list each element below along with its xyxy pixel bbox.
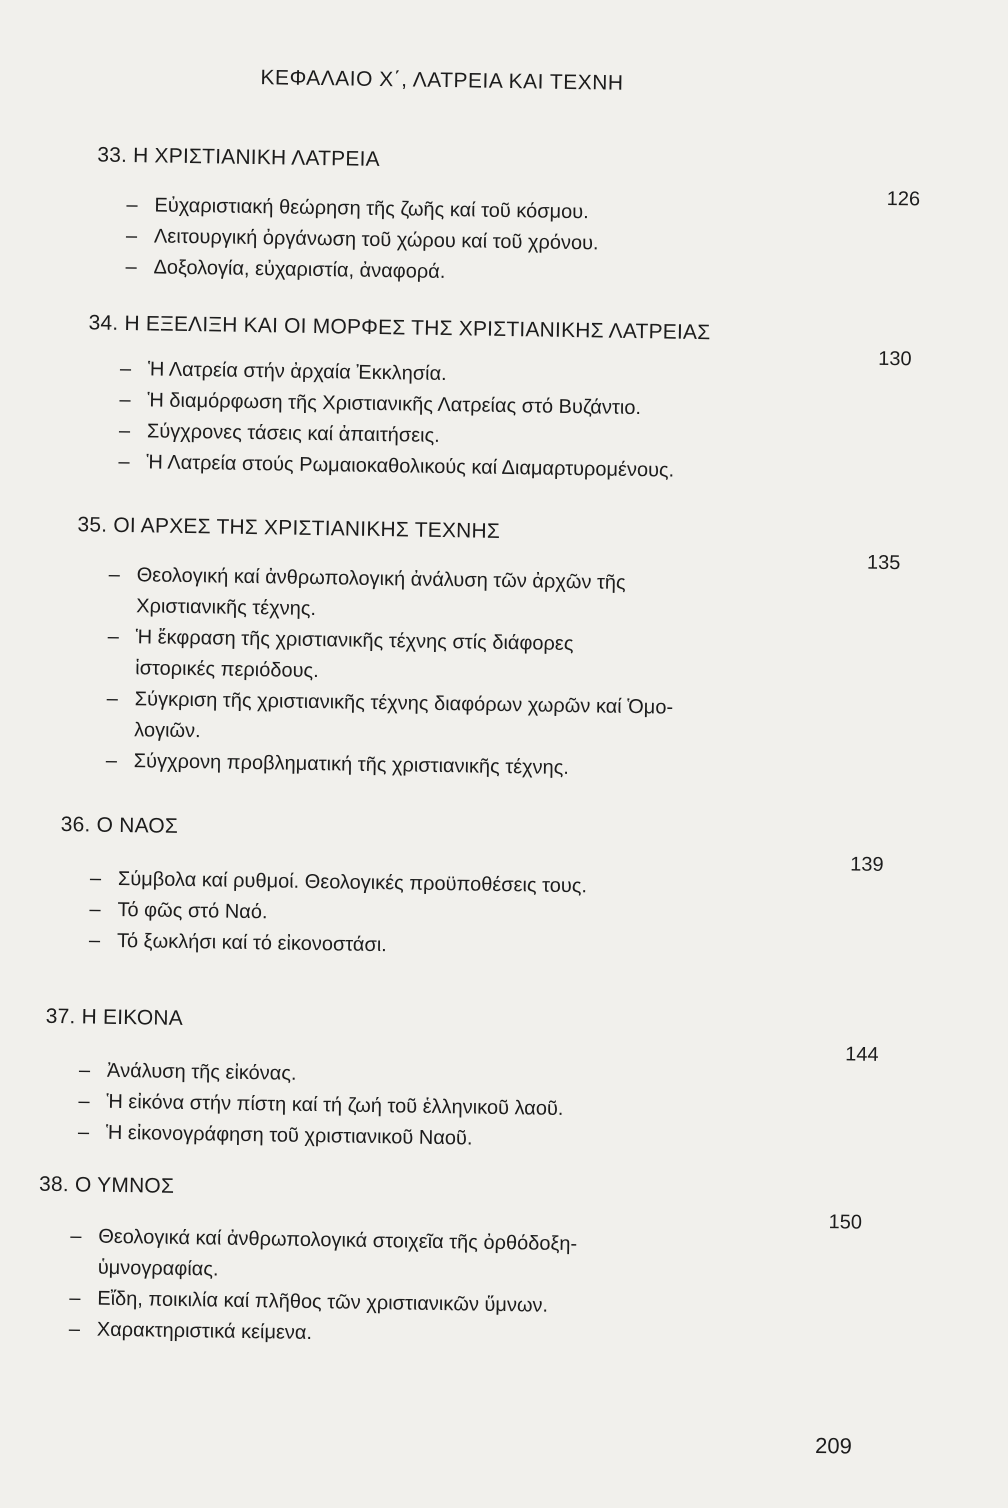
- dash-marker: –: [119, 388, 131, 412]
- item-text: Σύγκριση τῆς χριστιανικῆς τέχνης διαφόρων χωρῶν καί Ὁμο-: [134, 688, 674, 719]
- section-items: [69, 1221, 899, 1358]
- item-text: Χαρακτηριστικά κείμενα.: [96, 1318, 313, 1345]
- item-text: Ἡ διαμόρφωση τῆς Χριστιανικῆς Λατρείας στό Βυζάντιο.: [147, 389, 642, 420]
- section-page-number: 139: [850, 853, 884, 876]
- dash-marker: –: [78, 1059, 91, 1082]
- dash-marker: –: [119, 357, 132, 381]
- dash-marker: –: [70, 1225, 82, 1248]
- section-name: Ο ΝΑΟΣ: [96, 813, 179, 838]
- section-name: Ο ΥΜΝΟΣ: [74, 1173, 175, 1198]
- dash-marker: –: [77, 1121, 90, 1144]
- dash-marker: –: [88, 929, 101, 952]
- section-heading: [45, 1004, 906, 1066]
- item-text: Θεολογική καί ἀνθρωπολογική ἀνάλυση τῶν ἀρχῶν τῆς: [136, 564, 626, 594]
- dash-marker: –: [118, 450, 130, 474]
- section-number: 38.: [38, 1172, 70, 1197]
- section-items: [118, 354, 948, 491]
- item-text: Ἡ Λατρεία στούς Ρωμαιοκαθολικούς καί Διαμαρτυρομένους.: [146, 451, 675, 482]
- item-text: Ἡ εἰκονογράφηση τοῦ χριστιανικοῦ Ναοῦ.: [105, 1121, 473, 1150]
- section-heading: [38, 1172, 900, 1234]
- dash-marker: –: [89, 898, 101, 921]
- section-items: [106, 560, 937, 790]
- section-page-number: 150: [828, 1211, 863, 1234]
- toc-section-37: [44, 1005, 906, 1161]
- section-number: 35.: [77, 513, 108, 537]
- section-name: ΟΙ ΑΡΧΕΣ ΤΗΣ ΧΡΙΣΤΙΑΝΙΚΗΣ ΤΕΧΝΗΣ: [113, 513, 501, 543]
- chapter-title: ΚΕΦΑΛΑΙΟ Χ΄, ΛΑΤΡΕΙΑ ΚΑΙ ΤΕΧΝΗ: [260, 66, 624, 95]
- dash-marker: –: [69, 1287, 81, 1310]
- section-number: 34.: [88, 311, 119, 335]
- dash-marker: –: [125, 255, 137, 279]
- dash-marker: –: [89, 867, 102, 890]
- toc-section-36: [59, 813, 921, 969]
- toc-section-34: [86, 311, 949, 490]
- section-title: [61, 813, 179, 839]
- item-text: Ἀνάλυση τῆς εἰκόνας.: [106, 1059, 297, 1085]
- section-heading: [60, 813, 921, 876]
- dash-marker: –: [118, 419, 131, 443]
- dash-marker: –: [106, 687, 119, 710]
- item-text: Ἡ εἰκόνα στήν πίστη καί τή ζωή τοῦ ἑλληνικοῦ λαοῦ.: [106, 1090, 564, 1120]
- item-text: Σύμβολα καί ρυθμοί. Θεολογικές προϋποθέσεις τους.: [117, 867, 588, 898]
- item-text: Τό ξωκλήσι καί τό εἰκονοστάσι.: [116, 929, 387, 957]
- dash-marker: –: [107, 625, 120, 648]
- section-title: [77, 513, 500, 544]
- section-items: [78, 1055, 905, 1161]
- section-page-number: 135: [866, 551, 901, 575]
- section-number: 36.: [60, 813, 91, 837]
- item-text: Ἡ ἔκφραση τῆς χριστιανικῆς τέχνης στίς διάφορες: [135, 626, 574, 656]
- section-page-number: 130: [878, 347, 912, 371]
- section-page-number: 144: [845, 1043, 879, 1066]
- item-text: Λειτουργική ὀργάνωση τοῦ χώρου καί τοῦ χρόνου.: [153, 225, 599, 255]
- section-number: 33.: [97, 143, 128, 168]
- dash-marker: –: [68, 1318, 81, 1341]
- dash-marker: –: [105, 749, 118, 772]
- section-title: [97, 144, 380, 172]
- item-text: Θεολογικά καί ἀνθρωπολογικά στοιχεῖα τῆς ὀρθόδοξη-: [98, 1225, 578, 1256]
- toc-section-35: [74, 513, 938, 789]
- toc-section-38: [37, 1173, 900, 1358]
- section-page-number: 126: [886, 187, 921, 211]
- dash-marker: –: [108, 563, 121, 586]
- section-name: Η ΧΡΙΣΤΙΑΝΙΚΗ ΛΑΤΡΕΙΑ: [132, 144, 381, 171]
- page-number: 209: [814, 1432, 853, 1459]
- section-title: [88, 311, 710, 345]
- item-text-continued: Χριστιανικῆς τέχνης.: [136, 595, 317, 621]
- dash-marker: –: [126, 194, 138, 217]
- toc-section-33: [95, 144, 957, 296]
- section-items: [125, 187, 956, 296]
- dash-marker: –: [125, 225, 138, 248]
- item-text: Εἴδη, ποικιλία καί πλῆθος τῶν χριστιανικῶν ὕμνων.: [97, 1287, 549, 1317]
- section-heading: [77, 513, 938, 575]
- item-text: Εὐχαριστιακή θεώρηση τῆς ζωῆς καί τοῦ κόσμου.: [154, 194, 589, 224]
- item-text: Ἡ Λατρεία στήν ἀρχαία Ἐκκλησία.: [147, 358, 447, 386]
- section-name: Η ΕΙΚΟΝΑ: [81, 1005, 184, 1030]
- item-text: Σύγχρονη προβληματική τῆς χριστιανικῆς τέχνης.: [133, 750, 570, 780]
- item-text: Δοξολογία, εὐχαριστία, ἀναφορά.: [153, 256, 446, 284]
- section-name: Η ΕΞΕΛΙΞΗ ΚΑΙ ΟΙ ΜΟΡΦΕΣ ΤΗΣ ΧΡΙΣΤΙΑΝΙΚΗΣ ΛΑΤΡΕΙΑΣ: [124, 311, 711, 345]
- section-title: [46, 1005, 184, 1031]
- item-text: Σύγχρονες τάσεις καί ἀπαιτήσεις.: [146, 420, 440, 447]
- section-title: [39, 1173, 174, 1199]
- dash-marker: –: [78, 1090, 90, 1113]
- section-items: [89, 864, 920, 970]
- item-text: Τό φῶς στό Ναό.: [117, 898, 268, 924]
- item-text-continued: ἱστορικές περιόδους.: [135, 657, 319, 683]
- section-number: 37.: [45, 1004, 76, 1029]
- item-text-continued: ὑμνογραφίας.: [97, 1256, 219, 1281]
- item-text-continued: λογιῶν.: [134, 719, 201, 743]
